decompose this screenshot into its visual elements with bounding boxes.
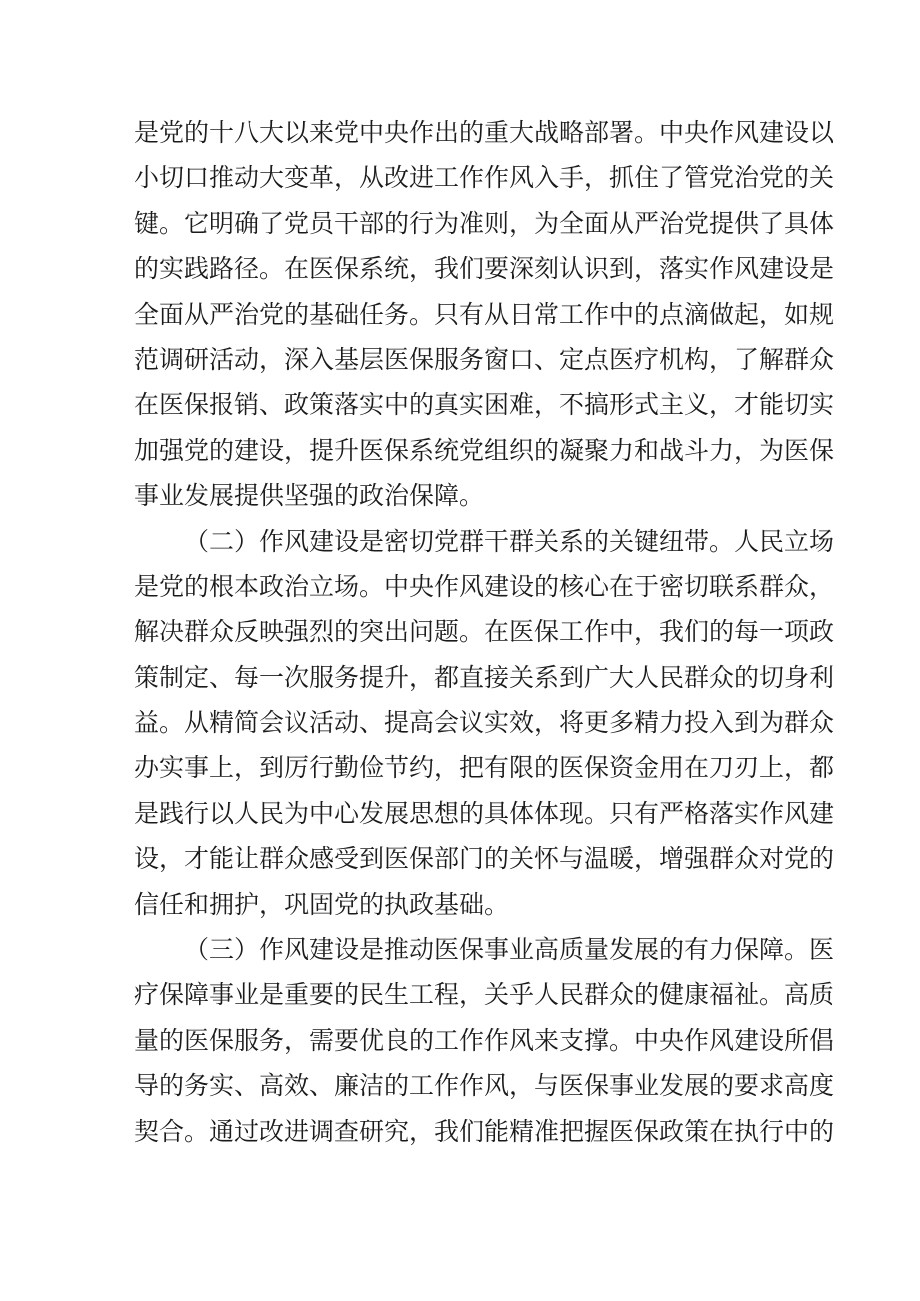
text-line: 键。它明确了党员干部的行为准则，为全面从严治党提供了具体	[134, 208, 835, 238]
text-line: 信任和拥护，巩固党的执政基础。	[134, 889, 510, 919]
text-line: 导的务实、高效、廉洁的工作作风，与医保事业发展的要求高度	[134, 1071, 835, 1101]
text-line: 全面从严治党的基础任务。只有从日常工作中的点滴做起，如规	[134, 299, 835, 329]
text-line: 设，才能让群众感受到医保部门的关怀与温暖，增强群众对党的	[134, 844, 835, 874]
paragraph-2	[134, 519, 835, 928]
text-line: 小切口推动大变革，从改进工作作风入手，抓住了管党治党的关	[134, 163, 835, 193]
text-line: 在医保报销、政策落实中的真实困难，不搞形式主义，才能切实	[134, 390, 835, 420]
text-line: 契合。通过改进调查研究，我们能精准把握医保政策在执行中的	[134, 1116, 835, 1146]
text-line: 是践行以人民为中心发展思想的具体体现。只有严格落实作风建	[134, 798, 835, 828]
text-line: 策制定、每一次服务提升，都直接关系到广大人民群众的切身利	[134, 662, 835, 692]
text-line: 是党的根本政治立场。中央作风建设的核心在于密切联系群众，	[134, 571, 835, 601]
text-line: （三）作风建设是推动医保事业高质量发展的有力保障。医	[184, 935, 835, 965]
paragraph-3	[134, 927, 835, 1154]
text-line: 疗保障事业是重要的民生工程，关乎人民群众的健康福祉。高质	[134, 980, 835, 1010]
document-page	[134, 110, 835, 1154]
text-line: 解决群众反映强烈的突出问题。在医保工作中，我们的每一项政	[134, 617, 835, 647]
text-line: 加强党的建设，提升医保系统党组织的凝聚力和战斗力，为医保	[134, 435, 835, 465]
text-line: （二）作风建设是密切党群干群关系的关键纽带。人民立场	[184, 526, 835, 556]
text-line: 的实践路径。在医保系统，我们要深刻认识到，落实作风建设是	[134, 254, 835, 284]
text-line: 益。从精简会议活动、提高会议实效，将更多精力投入到为群众	[134, 708, 835, 738]
text-line: 事业发展提供坚强的政治保障。	[134, 481, 485, 511]
text-line: 是党的十八大以来党中央作出的重大战略部署。中央作风建设以	[134, 118, 835, 147]
text-line: 范调研活动，深入基层医保服务窗口、定点医疗机构，了解群众	[134, 344, 835, 374]
paragraph-1	[134, 110, 835, 519]
text-line: 办实事上，到厉行勤俭节约，把有限的医保资金用在刀刃上，都	[134, 753, 835, 783]
text-line: 量的医保服务，需要优良的工作作风来支撑。中央作风建设所倡	[134, 1025, 835, 1055]
